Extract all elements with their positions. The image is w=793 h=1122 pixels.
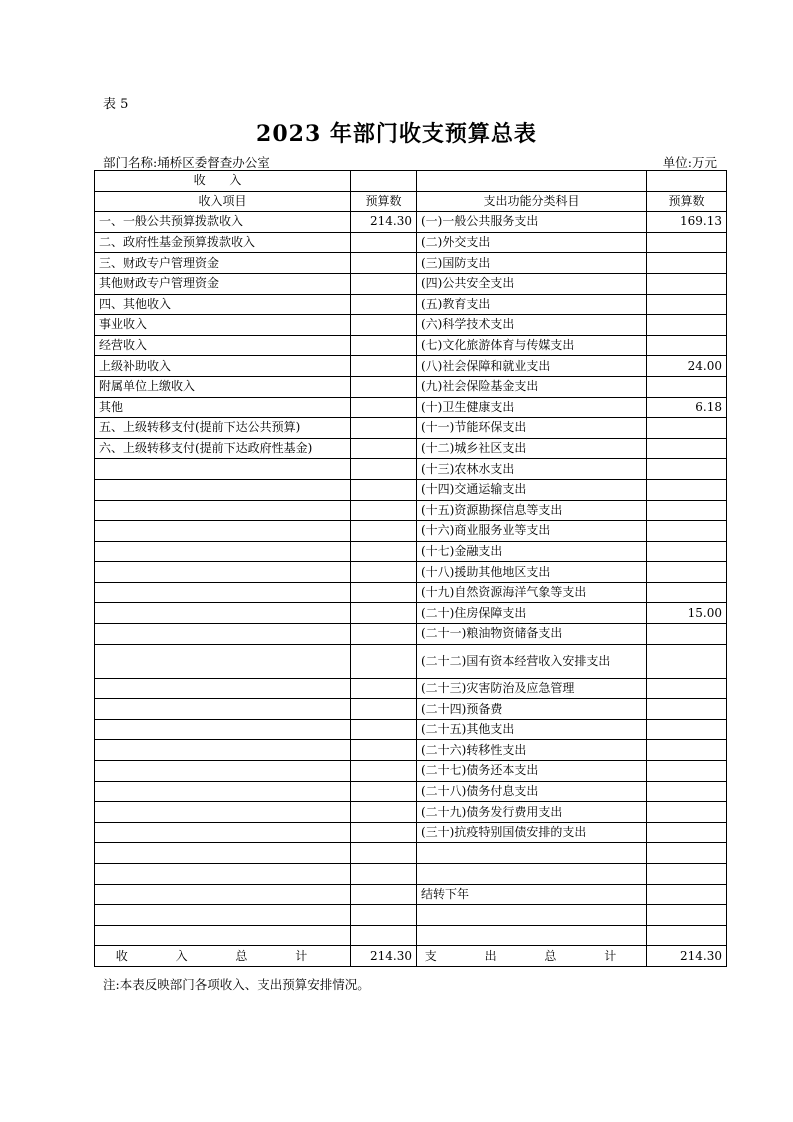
table-row — [95, 397, 727, 418]
income-amount-cell — [351, 335, 417, 356]
income-item-cell — [95, 603, 351, 624]
expense-amount-cell — [647, 719, 727, 740]
income-amount-cell — [351, 624, 417, 645]
table-row — [95, 376, 727, 397]
expense-item-cell — [417, 843, 647, 864]
expense-item-cell: (十二)城乡社区支出 — [417, 438, 647, 459]
totals-row — [95, 946, 727, 967]
table-row — [95, 253, 727, 274]
table-column-header — [95, 191, 727, 212]
income-amount-cell — [351, 781, 417, 802]
expense-item-cell: (二十)住房保障支出 — [417, 603, 647, 624]
expense-item-cell: (十三)农林水支出 — [417, 459, 647, 480]
income-item-cell — [95, 562, 351, 583]
income-amount-cell — [351, 740, 417, 761]
expense-item-cell: (十六)商业服务业等支出 — [417, 521, 647, 542]
income-amount-cell — [351, 418, 417, 439]
income-item-cell — [95, 802, 351, 823]
expense-item-cell: (二十三)灾害防治及应急管理 — [417, 678, 647, 699]
income-amount-cell — [351, 562, 417, 583]
expense-item-cell: (二十二)国有资本经营收入安排支出 — [417, 644, 647, 678]
page-title: 2023 年部门收支预算总表 — [256, 121, 537, 147]
expense-amount-cell — [647, 232, 727, 253]
expense-item-cell: (八)社会保障和就业支出 — [417, 356, 647, 377]
expense-amount-cell — [647, 678, 727, 699]
expense-amount-cell — [647, 253, 727, 274]
footnote: 注:本表反映部门各项收入、支出预算安排情况。 — [103, 977, 370, 992]
table-row — [95, 562, 727, 583]
expense-item-cell: (十五)资源勘探信息等支出 — [417, 500, 647, 521]
income-amount-cell — [351, 500, 417, 521]
income-amount-cell — [351, 644, 417, 678]
income-item-cell — [95, 500, 351, 521]
table-row — [95, 699, 727, 720]
expense-item-cell: (一)一般公共服务支出 — [417, 212, 647, 233]
expense-item-cell: (二十七)债务还本支出 — [417, 761, 647, 782]
table-row — [95, 884, 727, 905]
income-amount-cell — [351, 521, 417, 542]
expense-item-cell: (二十九)债务发行费用支出 — [417, 802, 647, 823]
income-item-cell: 事业收入 — [95, 315, 351, 336]
table-row — [95, 822, 727, 843]
expense-item-cell — [417, 905, 647, 926]
income-amount-cell — [351, 459, 417, 480]
expense-item-cell: 结转下年 — [417, 884, 647, 905]
expense-item-header: 支出功能分类科目 — [417, 191, 647, 212]
income-item-cell: 其他财政专户管理资金 — [95, 273, 351, 294]
income-item-cell — [95, 843, 351, 864]
expense-total-amount: 214.30 — [647, 946, 727, 967]
empty-cell — [417, 171, 647, 192]
expense-amount-cell — [647, 843, 727, 864]
table-row — [95, 479, 727, 500]
expense-item-cell: (三)国防支出 — [417, 253, 647, 274]
expense-amount-cell — [647, 294, 727, 315]
income-item-cell — [95, 678, 351, 699]
income-item-cell — [95, 582, 351, 603]
table-row — [95, 781, 727, 802]
expense-item-cell — [417, 864, 647, 885]
expense-amount-cell — [647, 273, 727, 294]
income-item-cell — [95, 624, 351, 645]
table-row — [95, 315, 727, 336]
expense-item-cell: (二十八)债务付息支出 — [417, 781, 647, 802]
expense-amount-cell — [647, 582, 727, 603]
expense-item-cell: (三十)抗疫特别国债安排的支出 — [417, 822, 647, 843]
table-row — [95, 905, 727, 926]
income-item-cell: 五、上级转移支付(提前下达公共预算) — [95, 418, 351, 439]
income-item-cell — [95, 699, 351, 720]
expense-item-cell: (二十四)预备费 — [417, 699, 647, 720]
income-amount-cell: 214.30 — [351, 212, 417, 233]
expense-amount-cell — [647, 740, 727, 761]
expense-item-cell: (十一)节能环保支出 — [417, 418, 647, 439]
income-total-label: 收 入 总 计 — [95, 946, 351, 967]
expense-item-cell: (十)卫生健康支出 — [417, 397, 647, 418]
table-row — [95, 294, 727, 315]
income-amount-cell — [351, 253, 417, 274]
table-row — [95, 740, 727, 761]
income-amount-cell — [351, 232, 417, 253]
expense-amount-cell — [647, 521, 727, 542]
expense-item-cell: (五)教育支出 — [417, 294, 647, 315]
expense-item-cell: (九)社会保险基金支出 — [417, 376, 647, 397]
income-item-cell — [95, 740, 351, 761]
table-number: 表 5 — [103, 97, 129, 112]
expense-item-cell: (六)科学技术支出 — [417, 315, 647, 336]
expense-item-cell — [417, 925, 647, 946]
income-item-cell — [95, 781, 351, 802]
income-amount-cell — [351, 822, 417, 843]
income-amount-header: 预算数 — [351, 191, 417, 212]
expense-item-cell: (七)文化旅游体育与传媒支出 — [417, 335, 647, 356]
expense-item-cell: (十九)自然资源海洋气象等支出 — [417, 582, 647, 603]
table-group-header — [95, 171, 727, 192]
table-row — [95, 925, 727, 946]
expense-amount-cell — [647, 905, 727, 926]
expense-item-cell: (二十五)其他支出 — [417, 719, 647, 740]
empty-cell — [351, 171, 417, 192]
income-item-cell — [95, 884, 351, 905]
expense-item-cell: (四)公共安全支出 — [417, 273, 647, 294]
expense-item-cell: (二)外交支出 — [417, 232, 647, 253]
expense-amount-cell — [647, 699, 727, 720]
expense-amount-cell — [647, 479, 727, 500]
income-item-cell — [95, 644, 351, 678]
table-row — [95, 644, 727, 678]
table-row — [95, 273, 727, 294]
income-amount-cell — [351, 294, 417, 315]
table-row — [95, 843, 727, 864]
income-total-amount: 214.30 — [351, 946, 417, 967]
income-amount-cell — [351, 582, 417, 603]
income-item-cell — [95, 925, 351, 946]
income-item-cell: 上级补助收入 — [95, 356, 351, 377]
empty-cell — [647, 171, 727, 192]
income-item-cell — [95, 479, 351, 500]
expense-amount-cell — [647, 822, 727, 843]
income-item-cell — [95, 521, 351, 542]
expense-amount-cell — [647, 418, 727, 439]
expense-amount-cell — [647, 335, 727, 356]
table-row — [95, 521, 727, 542]
table-row — [95, 500, 727, 521]
income-amount-cell — [351, 273, 417, 294]
income-amount-cell — [351, 719, 417, 740]
expense-item-cell: (十七)金融支出 — [417, 541, 647, 562]
income-amount-cell — [351, 397, 417, 418]
table-row — [95, 582, 727, 603]
income-item-cell — [95, 864, 351, 885]
income-item-cell — [95, 719, 351, 740]
expense-amount-cell — [647, 644, 727, 678]
expense-amount-cell — [647, 884, 727, 905]
table-row — [95, 541, 727, 562]
income-item-cell: 六、上级转移支付(提前下达政府性基金) — [95, 438, 351, 459]
income-amount-cell — [351, 356, 417, 377]
income-amount-cell — [351, 678, 417, 699]
expense-amount-cell — [647, 459, 727, 480]
expense-amount-cell — [647, 541, 727, 562]
income-amount-cell — [351, 315, 417, 336]
table-row — [95, 761, 727, 782]
table-row — [95, 603, 727, 624]
table-row — [95, 719, 727, 740]
income-amount-cell — [351, 761, 417, 782]
income-item-cell — [95, 905, 351, 926]
table-row — [95, 356, 727, 377]
expense-amount-cell: 15.00 — [647, 603, 727, 624]
expense-item-cell: (二十六)转移性支出 — [417, 740, 647, 761]
income-amount-cell — [351, 376, 417, 397]
income-item-cell: 附属单位上缴收入 — [95, 376, 351, 397]
expense-amount-cell — [647, 864, 727, 885]
income-item-cell — [95, 822, 351, 843]
expense-amount-cell — [647, 438, 727, 459]
income-item-cell: 其他 — [95, 397, 351, 418]
expense-amount-cell: 6.18 — [647, 397, 727, 418]
expense-amount-cell — [647, 376, 727, 397]
table-row — [95, 802, 727, 823]
income-item-cell: 经营收入 — [95, 335, 351, 356]
income-amount-cell — [351, 541, 417, 562]
table-row — [95, 335, 727, 356]
expense-total-label: 支 出 总 计 — [417, 946, 647, 967]
income-item-cell — [95, 761, 351, 782]
table-row — [95, 438, 727, 459]
department-name: 部门名称:埇桥区委督查办公室 — [103, 155, 270, 170]
income-amount-cell — [351, 802, 417, 823]
expense-item-cell: (二十一)粮油物资储备支出 — [417, 624, 647, 645]
table-row — [95, 624, 727, 645]
expense-item-cell: (十八)援助其他地区支出 — [417, 562, 647, 583]
expense-amount-cell — [647, 761, 727, 782]
income-amount-cell — [351, 905, 417, 926]
budget-table — [94, 170, 727, 967]
income-amount-cell — [351, 438, 417, 459]
income-item-cell: 三、财政专户管理资金 — [95, 253, 351, 274]
income-item-cell — [95, 459, 351, 480]
income-amount-cell — [351, 843, 417, 864]
income-amount-cell — [351, 884, 417, 905]
expense-amount-cell: 24.00 — [647, 356, 727, 377]
expense-amount-cell — [647, 624, 727, 645]
income-item-cell: 一、一般公共预算拨款收入 — [95, 212, 351, 233]
income-amount-cell — [351, 925, 417, 946]
expense-amount-header: 预算数 — [647, 191, 727, 212]
table-row — [95, 864, 727, 885]
income-item-header: 收入项目 — [95, 191, 351, 212]
income-amount-cell — [351, 479, 417, 500]
expense-amount-cell — [647, 781, 727, 802]
income-amount-cell — [351, 699, 417, 720]
income-amount-cell — [351, 864, 417, 885]
table-row — [95, 232, 727, 253]
income-item-cell: 四、其他收入 — [95, 294, 351, 315]
expense-item-cell: (十四)交通运输支出 — [417, 479, 647, 500]
unit-label: 单位:万元 — [662, 155, 717, 170]
income-item-cell: 二、政府性基金预算拨款收入 — [95, 232, 351, 253]
expense-amount-cell — [647, 562, 727, 583]
expense-amount-cell — [647, 925, 727, 946]
table-row — [95, 459, 727, 480]
income-item-cell — [95, 541, 351, 562]
table-row — [95, 678, 727, 699]
table-row — [95, 212, 727, 233]
expense-amount-cell: 169.13 — [647, 212, 727, 233]
expense-amount-cell — [647, 315, 727, 336]
income-amount-cell — [351, 603, 417, 624]
income-group-header: 收 入 — [95, 171, 351, 192]
expense-amount-cell — [647, 802, 727, 823]
table-row — [95, 418, 727, 439]
expense-amount-cell — [647, 500, 727, 521]
